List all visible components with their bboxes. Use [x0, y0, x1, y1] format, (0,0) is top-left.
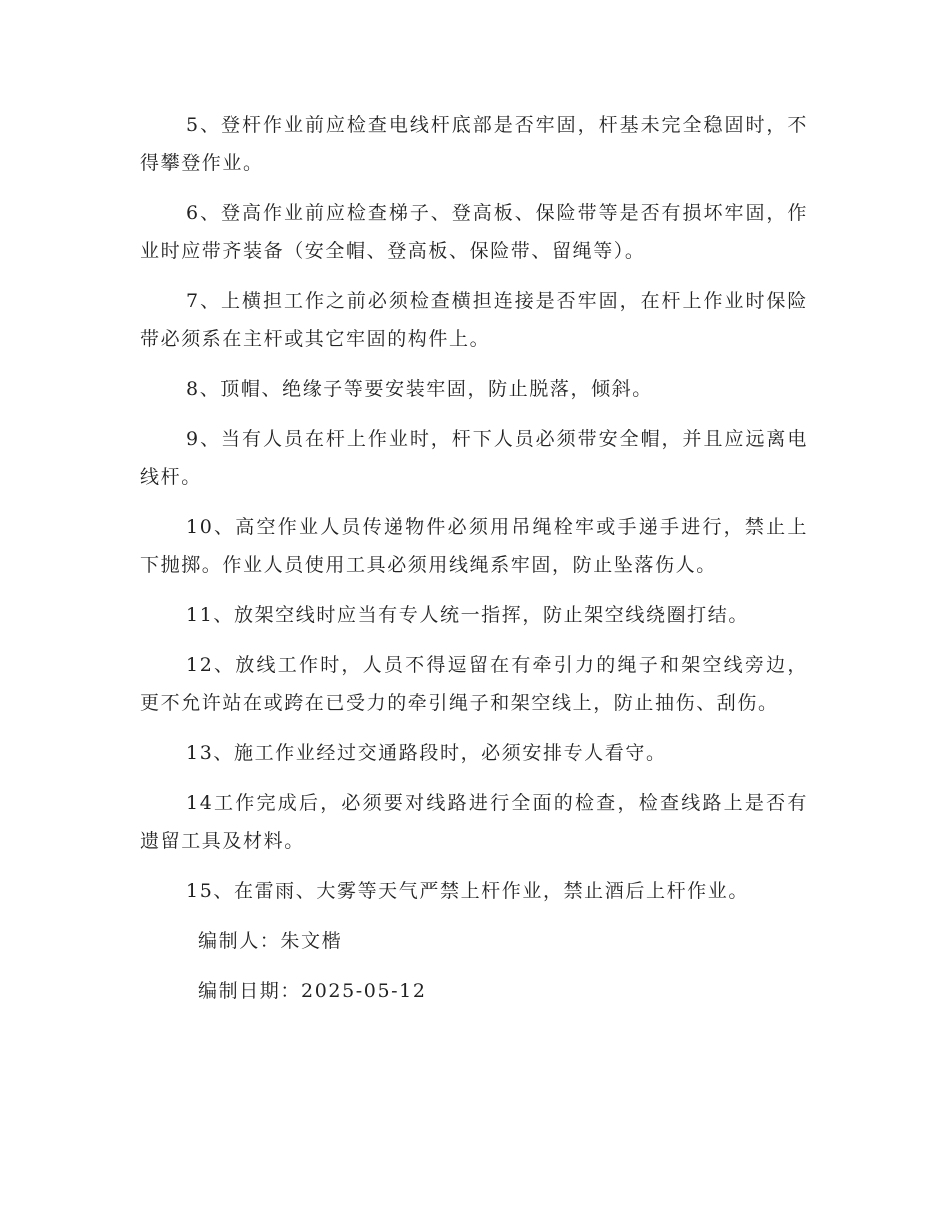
paragraph-item-5: 5、登杆作业前应检查电线杆底部是否牢固，杆基未完全稳固时，不得攀登作业。	[140, 114, 808, 174]
paragraph-item-9: 9、当有人员在杆上作业时，杆下人员必须带安全帽，并且应远离电线杆。	[140, 428, 808, 488]
paragraph-item-7: 7、上横担工作之前必须检查横担连接是否牢固，在杆上作业时保险带必须系在主杆或其它牢固的构件上。	[140, 290, 808, 350]
paragraph-item-11: 11、放架空线时应当有专人统一指挥，防止架空线绕圈打结。	[186, 604, 749, 626]
paragraph-item-12: 12、放线工作时，人员不得逗留在有牵引力的绳子和架空线旁边，更不允许站在或跨在已受力的牵引绳子和架空线上，防止抽伤、刮伤。	[140, 654, 808, 714]
paragraph-item-6: 6、登高作业前应检查梯子、登高板、保险带等是否有损坏牢固，作业时应带齐装备（安全帽、登高板、保险带、留绳等）。	[140, 202, 808, 262]
date-line: 编制日期：2025-05-12	[198, 980, 427, 1002]
document-body	[140, 106, 808, 1022]
paragraph-item-14: 14工作完成后，必须要对线路进行全面的检查，检查线路上是否有遗留工具及材料。	[140, 792, 808, 852]
paragraph-item-10: 10、高空作业人员传递物件必须用吊绳栓牢或手递手进行，禁止上下抛掷。作业人员使用工具必须用线绳系牢固，防止坠落伤人。	[140, 516, 808, 576]
author-line: 编制人：朱文楷	[198, 930, 343, 952]
paragraph-item-15: 15、在雷雨、大雾等天气严禁上杆作业，禁止酒后上杆作业。	[186, 880, 749, 902]
paragraph-item-8: 8、顶帽、绝缘子等要安装牢固，防止脱落，倾斜。	[186, 378, 653, 400]
paragraph-item-13: 13、施工作业经过交通路段时，必须安排专人看守。	[186, 742, 667, 764]
